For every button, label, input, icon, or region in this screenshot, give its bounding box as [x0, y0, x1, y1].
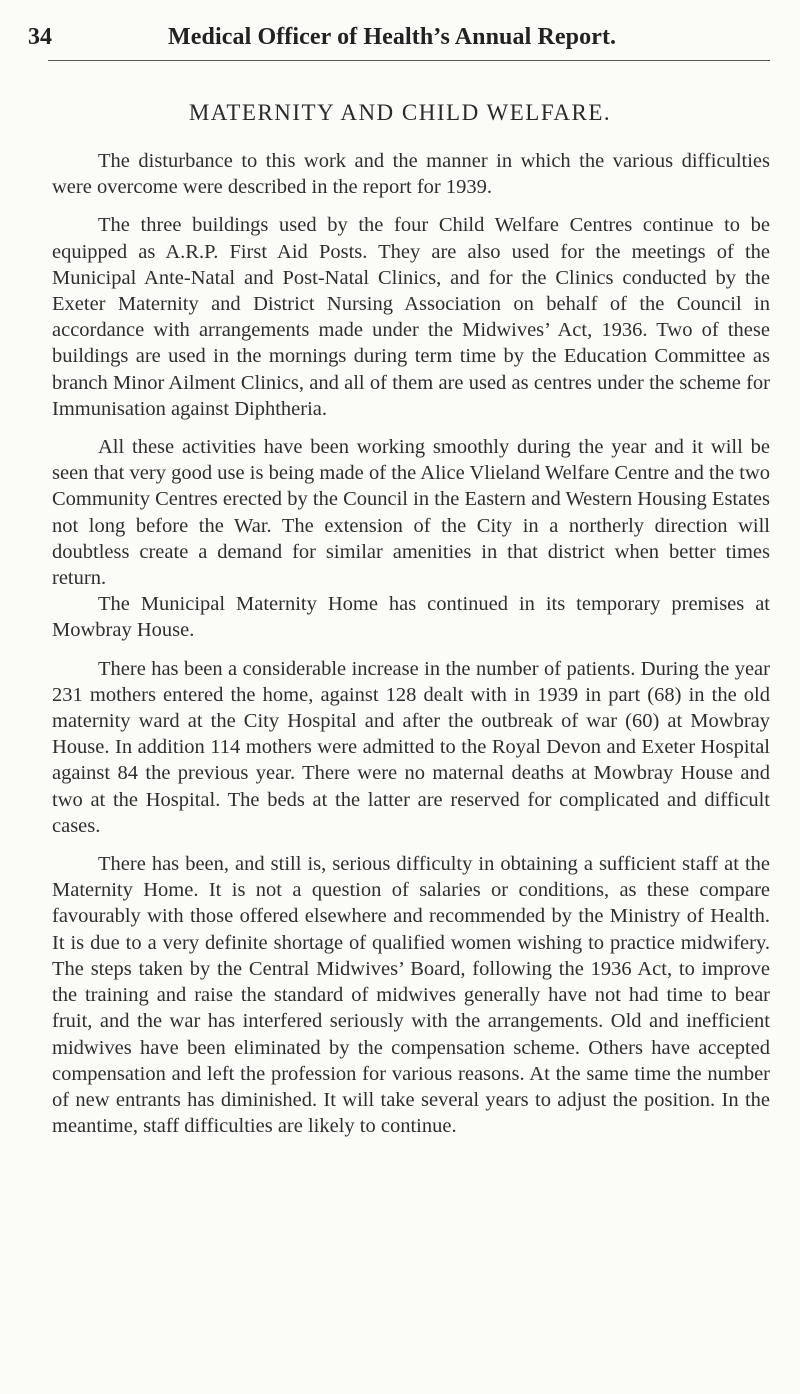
section-title: MATERNITY AND CHILD WELFARE.: [188, 100, 612, 125]
paragraph: All these activities have been working smoothly during the year and it will be seen that very good use is being made of the Alice Vlieland Welfare Centre and the two Community Centres erected by the Council in the Eastern and Western Housing Estates not long before the War. The extension of the City in a northerly direction will doubtless create a demand for similar amenities in that district when better times return.: [52, 436, 770, 590]
page-number: 34: [28, 24, 52, 50]
paragraph: There has been, and still is, serious difficulty in obtaining a sufficient staff at the Maternity Home. It is not a question of salaries or conditions, as these compare favourably with those offered elsewhere and recommended by the Ministry of Health. It is due to a very definite shortage of qualified women wishing to practice midwifery. The steps taken by the Central Midwives’ Board, following the 1936 Act, to improve the training and raise the standard of midwives generally have not had time to bear fruit, and the war has interfered seriously with the arrangements. Old and inefficient midwives have been eliminated by the compensation scheme. Others have accepted compensation and left the profession for various reasons. At the same time the number of new entrants has diminished. It will take several years to adjust the position. In the meantime, staff difficulties are likely to continue.: [52, 853, 770, 1138]
paragraph: The disturbance to this work and the manner in which the various difficulties were overcome were described in the report for 1939.: [52, 150, 770, 199]
page-header: [28, 22, 768, 58]
body-text: [52, 136, 770, 1139]
paragraph: The three buildings used by the four Child Welfare Centres continue to be equipped as A.R.P. First Aid Posts. They are also used for the meetings of the Municipal Ante-Natal and Post-Natal Clinics, and for the Clinics conducted by the Exeter Maternity and District Nursing Association on behalf of the Council in accordance with arrangements made under the Midwives’ Act, 1936. Two of these buildings are used in the mornings during term time by the Education Committee as branch Minor Ailment Clinics, and all of them are used as centres under the scheme for Immunisation against Diphtheria.: [52, 214, 770, 420]
paragraph: The Municipal Maternity Home has continued in its temporary premises at Mowbray House.: [52, 593, 770, 642]
paragraph: There has been a considerable increase in the number of patients. During the year 231 mothers entered the home, against 128 dealt with in 1939 in part (68) in the old maternity ward at the City Hospital and after the outbreak of war (60) at Mowbray House. In addition 114 mothers were admitted to the Royal Devon and Exeter Hospital against 84 the previous year. There were no maternal deaths at Mowbray House and two at the Hospital. The beds at the latter are reserved for complicated and difficult cases.: [52, 657, 770, 837]
running-title: Medical Officer of Health’s Annual Report.: [168, 24, 617, 50]
header-rule: [48, 60, 770, 61]
